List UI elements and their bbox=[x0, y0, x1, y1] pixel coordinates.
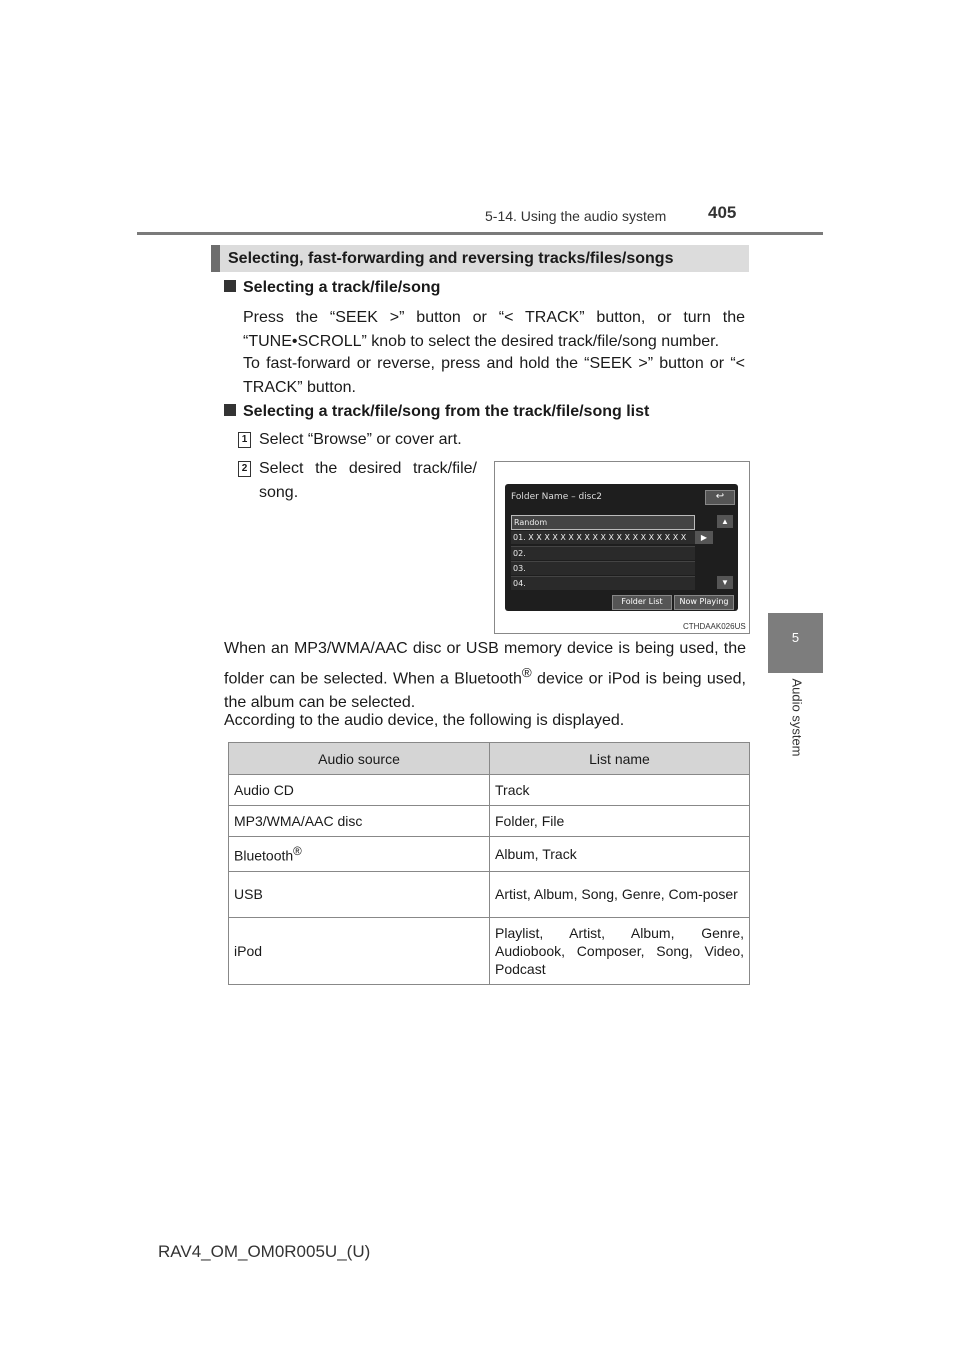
list-item-random[interactable]: Random bbox=[511, 515, 695, 530]
table-cell-source: MP3/WMA/AAC disc bbox=[229, 806, 490, 837]
table-cell-source: Bluetooth® bbox=[229, 837, 490, 872]
folder-list-button[interactable]: Folder List bbox=[612, 595, 672, 610]
audio-screen bbox=[505, 484, 738, 611]
header-divider bbox=[137, 232, 823, 235]
running-header-section: 5-14. Using the audio system bbox=[485, 208, 667, 224]
play-icon[interactable]: ▶ bbox=[695, 531, 713, 544]
scroll-up-icon[interactable]: ▲ bbox=[717, 515, 733, 528]
list-item-03[interactable]: 03. bbox=[511, 561, 695, 575]
table-row bbox=[229, 871, 750, 917]
paragraph-select-track: Press the “SEEK >” button or “< TRACK” button, or turn the “TUNE•SCROLL” knob to select the desired track/file/song number. bbox=[243, 309, 745, 350]
document-code-footer: RAV4_OM_OM0R005U_(U) bbox=[158, 1242, 371, 1261]
folder-name-title: Folder Name – disc2 bbox=[511, 492, 603, 502]
paragraph-following-displayed: According to the audio device, the following is displayed. bbox=[224, 712, 625, 729]
chapter-number: 5 bbox=[791, 630, 800, 645]
chapter-tab bbox=[768, 613, 823, 673]
square-bullet-icon bbox=[224, 404, 236, 416]
step-number-1: 1 bbox=[238, 432, 251, 448]
square-bullet-icon bbox=[224, 280, 236, 292]
step-number-2: 2 bbox=[238, 461, 251, 477]
figure-code: CTHDAAK026US bbox=[683, 622, 746, 631]
list-item-01[interactable]: 01. X X X X X X X X X X X X X X X X X X X X bbox=[511, 531, 699, 544]
scroll-down-icon[interactable]: ▼ bbox=[717, 576, 733, 589]
section-title-bar bbox=[211, 245, 749, 272]
table-row bbox=[229, 837, 750, 872]
table-cell-source: USB bbox=[229, 871, 490, 917]
table-cell-list: Playlist, Artist, Album, Genre, Audiobook, Composer, Song, Video, Podcast bbox=[490, 917, 750, 984]
table-cell-source: Audio CD bbox=[229, 775, 490, 806]
back-icon[interactable]: ↩ bbox=[705, 490, 735, 505]
paragraph-fast-forward: To fast-forward or reverse, press and hold the “SEEK >” button or “< TRACK” button. bbox=[243, 355, 745, 396]
table-cell-list: Artist, Album, Song, Genre, Com-poser bbox=[490, 871, 750, 917]
list-name-table bbox=[228, 742, 750, 985]
chapter-label: Audio system bbox=[789, 678, 805, 757]
paragraph-folder-album: When an MP3/WMA/AAC disc or USB memory device is being used, the folder can be selected. When a Bluetooth® device or iPod is being used, the album can be selected. bbox=[224, 640, 746, 712]
table-header-row bbox=[229, 743, 750, 775]
list-item-04[interactable]: 04. bbox=[511, 576, 695, 590]
page-number: 405 bbox=[708, 203, 737, 222]
table-cell-list: Track bbox=[490, 775, 750, 806]
table-row bbox=[229, 806, 750, 837]
table-cell-list: Album, Track bbox=[490, 837, 750, 872]
table-row bbox=[229, 917, 750, 984]
list-item-02[interactable]: 02. bbox=[511, 546, 695, 560]
audio-screen-figure bbox=[494, 461, 750, 634]
step-text-1: Select “Browse” or cover art. bbox=[259, 431, 462, 448]
section-title: Selecting, fast-forwarding and reversing tracks/files/songs bbox=[228, 250, 674, 267]
now-playing-button[interactable]: Now Playing bbox=[674, 595, 734, 610]
table-cell-list: Folder, File bbox=[490, 806, 750, 837]
subsection-heading-2: Selecting a track/file/song from the track/file/song list bbox=[224, 403, 649, 421]
column-header-audio-source: Audio source bbox=[229, 743, 490, 775]
table-cell-source: iPod bbox=[229, 917, 490, 984]
subsection-heading-1: Selecting a track/file/song bbox=[224, 279, 440, 297]
step-text-2: Select the desired track/file/ song. bbox=[259, 460, 477, 501]
column-header-list-name: List name bbox=[490, 743, 750, 775]
table-row bbox=[229, 775, 750, 806]
